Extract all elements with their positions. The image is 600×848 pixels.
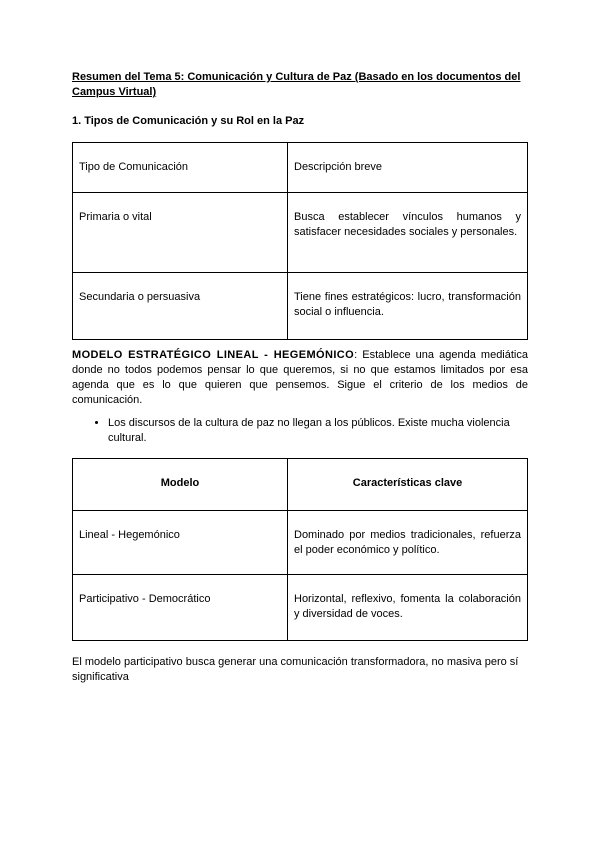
table-row — [73, 575, 528, 641]
table-cell: Secundaria o persuasiva — [73, 273, 288, 340]
model-paragraph-bold: MODELO ESTRATÉGICO LINEAL - HEGEMÓNICO — [72, 349, 355, 361]
table-cell: Horizontal, reflexivo, fomenta la colaboración y diversidad de voces. — [288, 575, 528, 641]
table-header-cell: Tipo de Comunicación — [73, 143, 288, 193]
section-1-heading: 1. Tipos de Comunicación y su Rol en la Paz — [72, 115, 305, 127]
communication-types-table — [72, 142, 528, 340]
list-item: • Los discursos de la cultura de paz no llegan a los públicos. Existe mucha violencia cultural. — [108, 416, 528, 446]
document-title: Resumen del Tema 5: Comunicación y Cultura de Paz (Basado en los documentos del Campus Virtual) — [72, 71, 521, 98]
model-paragraph — [72, 348, 528, 408]
table-header-cell: Descripción breve — [288, 143, 528, 193]
bullet-list — [72, 416, 528, 446]
table-header-cell: Modelo — [73, 459, 288, 511]
document-page — [72, 70, 528, 685]
models-table — [72, 458, 528, 641]
table-cell: Primaria o vital — [73, 193, 288, 273]
table-row — [73, 511, 528, 575]
table-row — [73, 273, 528, 340]
model-paragraph-text: : Establece una agenda mediática donde no todos podemos pensar lo que queremos, si no que estamos limitados por esa agenda que es lo que quieren que pensemos. Sigue el criterio de los medios de comunicación. — [72, 349, 528, 406]
table-cell: Lineal - Hegemónico — [73, 511, 288, 575]
table-header-cell: Características clave — [288, 459, 528, 511]
table-header-row — [73, 459, 528, 511]
table-header-row — [73, 143, 528, 193]
table-cell: Busca establecer vínculos humanos y satisfacer necesidades sociales y personales. — [288, 193, 528, 273]
table-cell: Tiene fines estratégicos: lucro, transformación social o influencia. — [288, 273, 528, 340]
closing-paragraph: El modelo participativo busca generar una comunicación transformadora, no masiva pero sí significativa — [72, 656, 519, 683]
table-cell: Dominado por medios tradicionales, refuerza el poder económico y político. — [288, 511, 528, 575]
table-row — [73, 193, 528, 273]
table-cell: Participativo - Democrático — [73, 575, 288, 641]
